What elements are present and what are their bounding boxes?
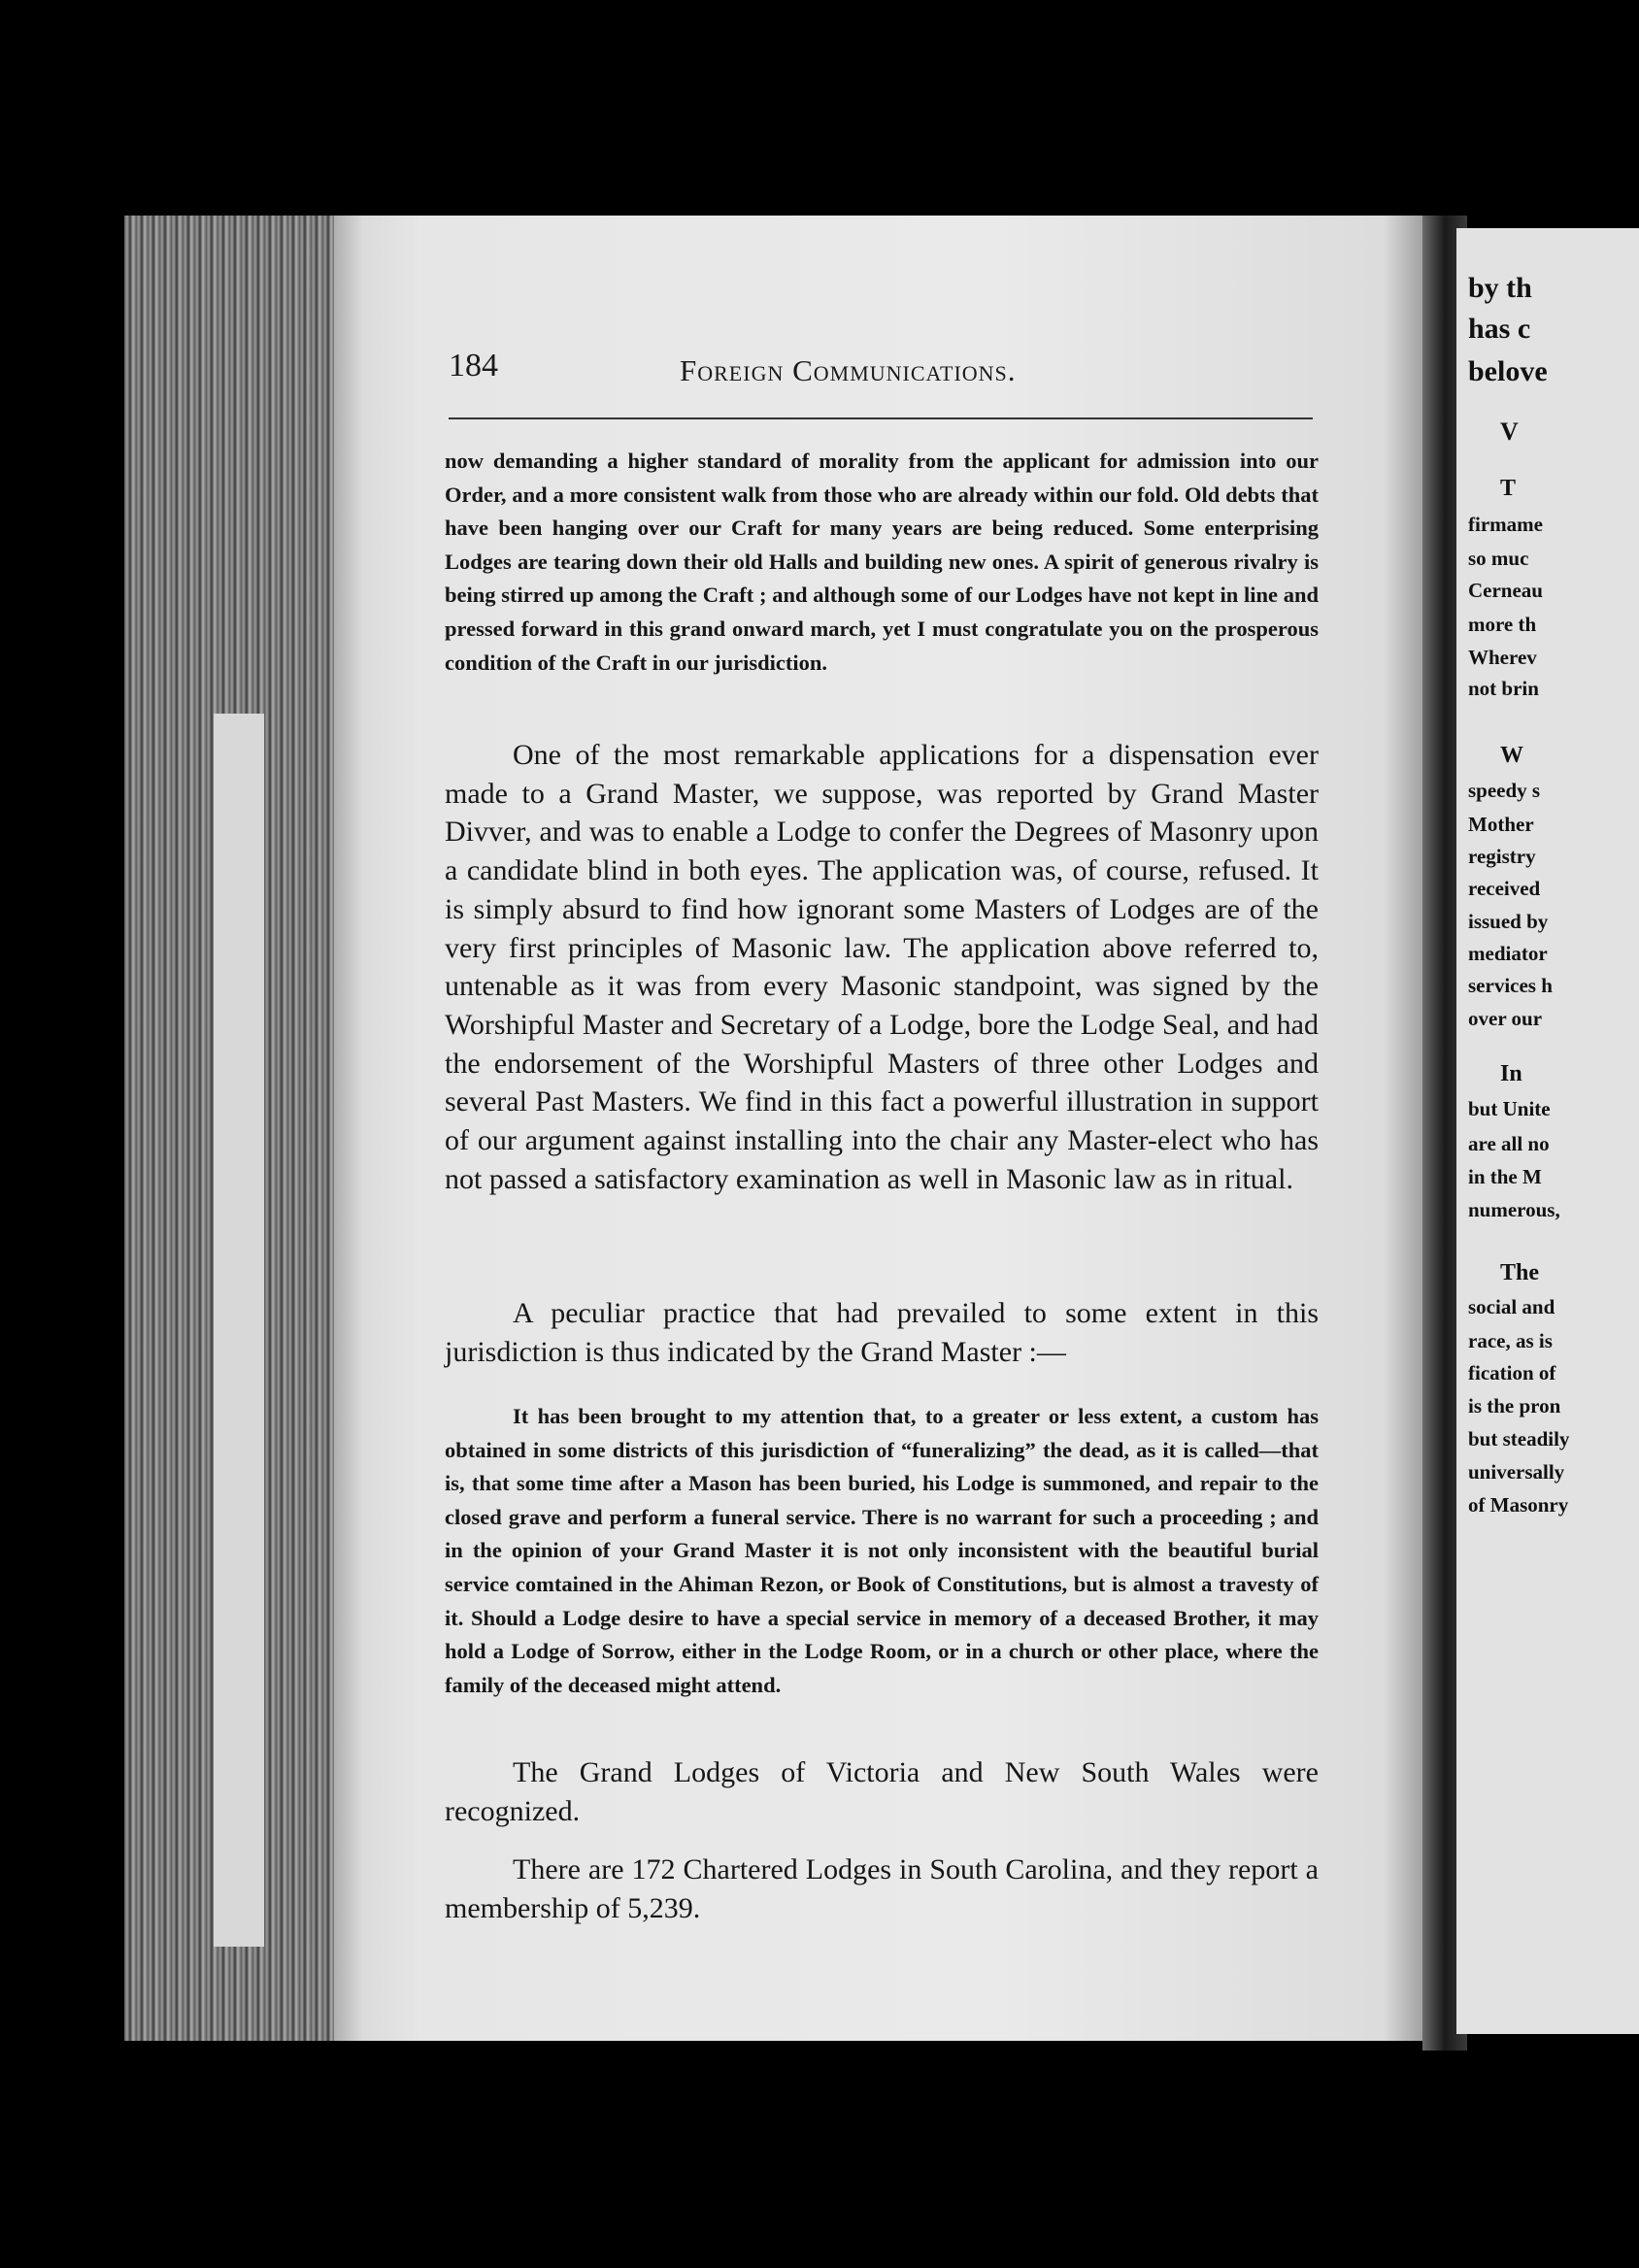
facing-page-line: in the M	[1468, 1165, 1542, 1188]
facing-page-line: mediator	[1468, 942, 1548, 965]
facing-page-line: race, as is	[1468, 1329, 1553, 1352]
facing-page-line: The	[1500, 1260, 1540, 1285]
facing-page-line: are all no	[1468, 1132, 1550, 1155]
facing-page-line: by th	[1468, 272, 1532, 304]
facing-page-line: over our	[1468, 1007, 1543, 1030]
facing-page-line: has c	[1468, 313, 1531, 345]
running-head	[449, 348, 1313, 406]
quoted-paragraph-top: now demanding a higher standard of morality from the applicant for admission into our Order, and a more consistent walk from those who are already within our fold. Old debts that have been hanging over our Craft for many years are being reduced. Some enterprising Lodges are tearing down their old Halls and building new ones. A spirit of generous rivalry is being stirred up among the Craft ; and although some of our Lodges have not kept in line and pressed forward in this grand onward march, yet I must congratulate you on the prosperous condition of the Craft in our jurisdiction.	[445, 449, 1319, 675]
facing-page	[1456, 228, 1639, 2034]
facing-page-line: but steadily	[1468, 1427, 1570, 1451]
facing-page-line: Mother	[1468, 813, 1534, 836]
facing-page-line: social and	[1468, 1295, 1555, 1318]
facing-page-line: more th	[1468, 613, 1537, 636]
facing-page-line: so muc	[1468, 547, 1529, 570]
facing-page-line: but Unite	[1468, 1097, 1551, 1120]
paragraph-peculiar-practice: A peculiar practice that had prevailed to some extent in this jurisdiction is thus indicated by the Grand Master :—	[445, 1297, 1319, 1368]
facing-page-line: speedy s	[1468, 779, 1541, 802]
quoted-paragraph-funeralizing: It has been brought to my attention that, to a greater or less extent, a custom has obtained in some districts of this jurisdiction of “funeralizing” the dead, as it is called—that is, that some time after a Mason has been buried, his Lodge is summoned, and repair to the closed grave and perform a funeral service. There is no warrant for such a proceeding ; and in the opinion of your Grand Master it is not only inconsistent with the beautiful burial service comtained in the Ahiman Rezon, or Book of Constitutions, but is almost a travesty of it. Should a Lodge desire to have a special service in memory of a deceased Brother, it may hold a Lodge of Sorrow, either in the Lodge Room, or in a church or other place, where the family of the deceased might attend.	[445, 1404, 1319, 1697]
facing-page-line: belove	[1468, 355, 1548, 387]
facing-page-line: issued by	[1468, 910, 1549, 933]
facing-page-line: Wherev	[1468, 646, 1537, 669]
paragraph-blind-candidate: One of the most remarkable applications for a dispensation ever made to a Grand Master, we suppose, was reported by Grand Master Divver, and was to enable a Lodge to confer the Degrees of Masonry upon a candidate blind in both eyes. The application was, of course, refused. It is simply absurd to find how ignorant some Masters of Lodges are of the very first principles of Masonic law. The application above referred to, untenable as it was from every Masonic standpoint, was signed by the Worshipful Master and Secretary of a Lodge, bore the Lodge Seal, and had the endorsement of the Worshipful Masters of three other Lodges and several Past Masters. We find in this fact a powerful illustration in support of our argument against installing into the chair any Master-elect who has not passed a satisfactory examination as well in Masonic law as in ritual.	[445, 739, 1319, 1195]
facing-page-line: services h	[1468, 974, 1553, 997]
header-rule	[449, 417, 1313, 419]
facing-page-line: In	[1500, 1061, 1522, 1086]
book-page-edge-highlight	[214, 714, 264, 1947]
facing-page-line: W	[1500, 743, 1523, 768]
facing-page-line: received	[1468, 877, 1541, 900]
facing-page-line: is the pron	[1468, 1394, 1561, 1418]
facing-page-line: numerous,	[1468, 1198, 1560, 1221]
facing-page-line: V	[1500, 417, 1519, 446]
facing-page-line: Cerneau	[1468, 579, 1543, 602]
facing-page-line: of Masonry	[1468, 1493, 1569, 1517]
facing-page-line: not brin	[1468, 677, 1539, 700]
running-title: Foreign Communications.	[680, 353, 1017, 387]
facing-page-line: registry	[1468, 845, 1536, 868]
paragraph-grand-lodges-recognized: The Grand Lodges of Victoria and New South Wales were recognized.	[445, 1756, 1319, 1827]
facing-page-line: universally	[1468, 1460, 1565, 1484]
facing-page-line: T	[1500, 476, 1517, 501]
paragraph-chartered-lodges: There are 172 Chartered Lodges in South Carolina, and they report a membership of 5,239.	[445, 1853, 1319, 1924]
page-number: 184	[449, 348, 498, 384]
facing-page-line: fication of	[1468, 1361, 1556, 1384]
facing-page-line: firmame	[1468, 513, 1543, 536]
page-shadow	[334, 216, 363, 2041]
